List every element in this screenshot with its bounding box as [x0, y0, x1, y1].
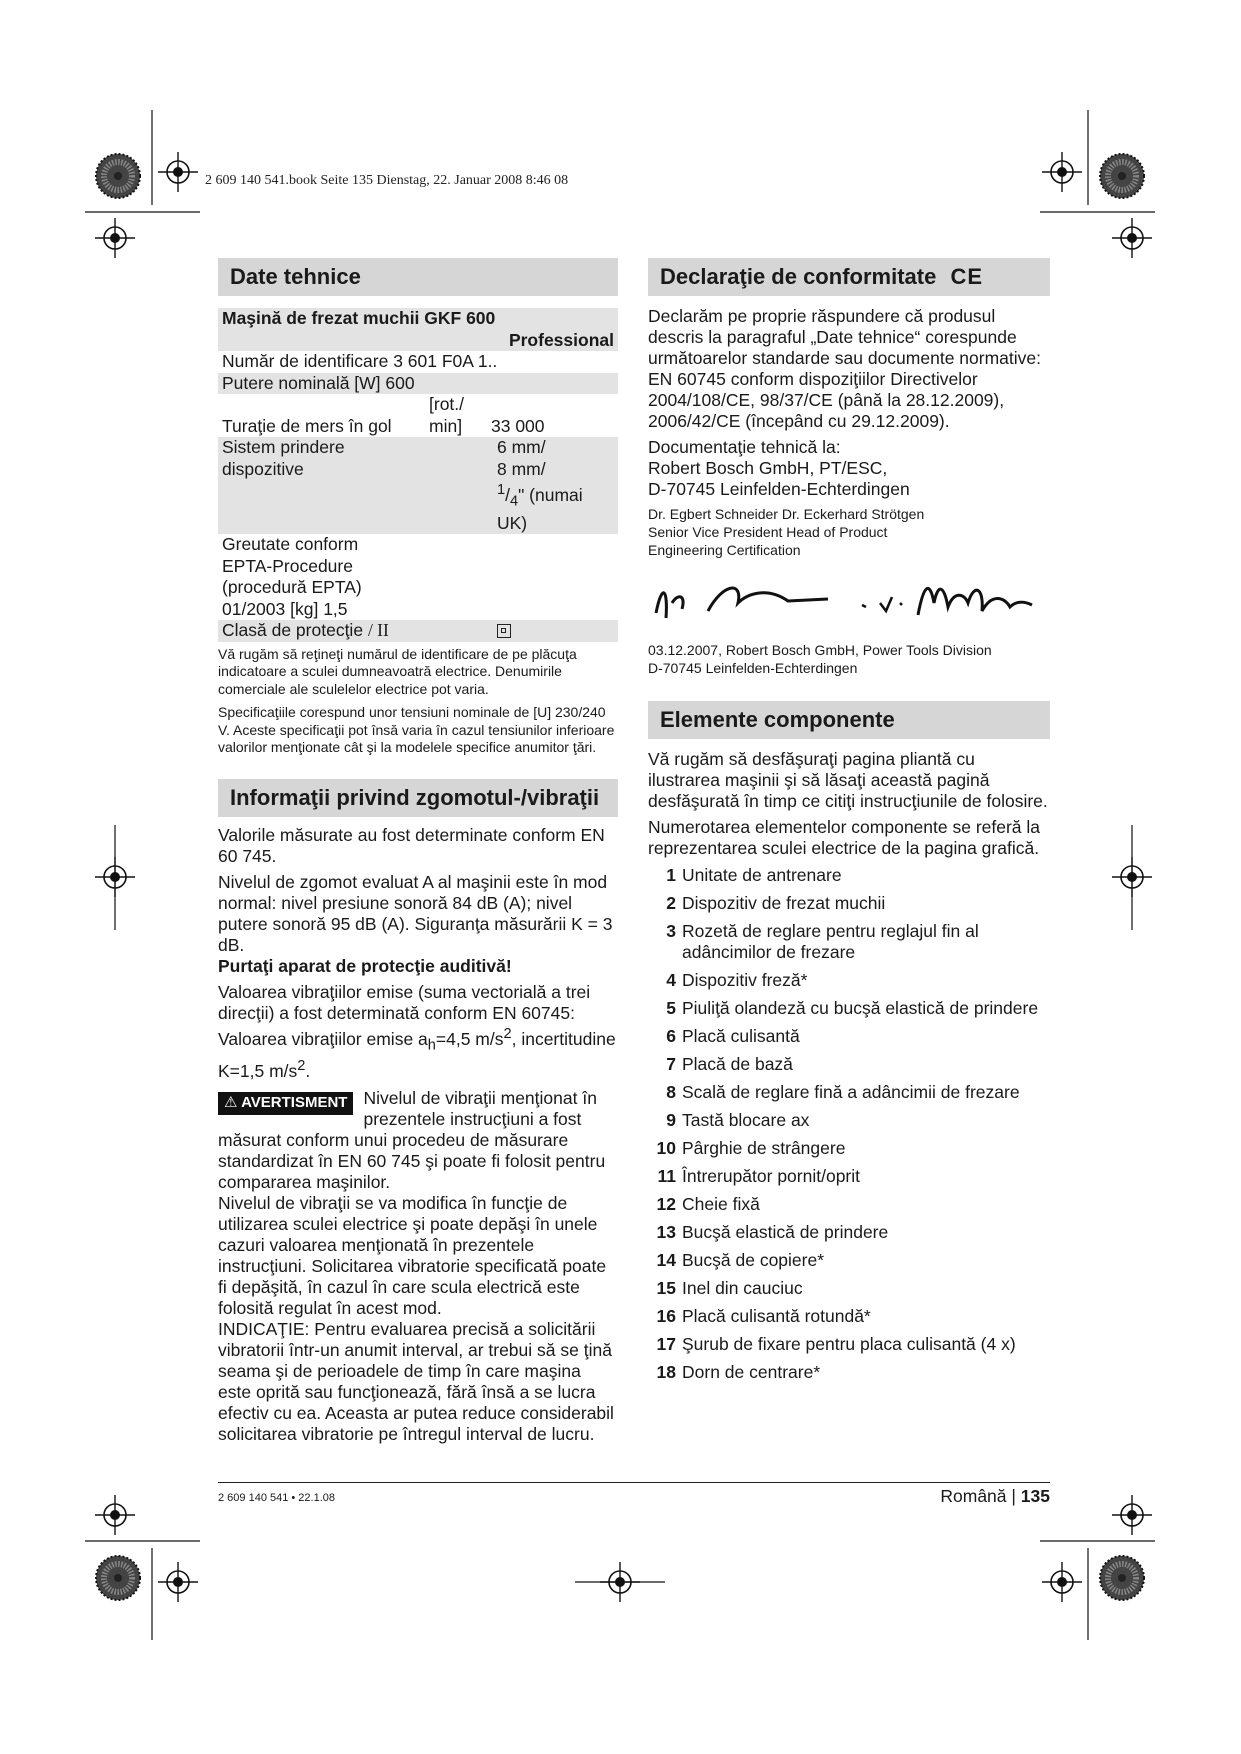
double-insulation-icon [497, 624, 511, 638]
rpm-unit-line2: min] [429, 415, 463, 436]
starburst-top-right [1100, 154, 1144, 198]
signatories [648, 505, 1050, 559]
warning-label: AVERTISMENT [241, 1093, 348, 1111]
list-item-number: 2 [666, 893, 676, 913]
list-item-text: Cheie fixă [682, 1194, 760, 1214]
list-item [648, 970, 1050, 991]
crosshair-upper-right [1112, 218, 1152, 258]
tech-note-1: Vă rugăm să reţineţi numărul de identificare de pe plăcuţa indicatoare a sculei dumneavoatră electrice. Denumirile comerciale ale sculelelor electrice pot varia. [218, 645, 577, 697]
signatory-roles-1: Senior Vice President Head of Product [648, 524, 888, 540]
doc-line-3: D-70745 Leinfelden-Echterdingen [648, 479, 910, 499]
list-item-number: 12 [656, 1194, 676, 1214]
model-professional: Professional [508, 329, 614, 350]
rpm-value: 33 000 [491, 415, 545, 436]
list-item [648, 893, 1050, 914]
list-item-text: Unitate de antrenare [682, 865, 842, 885]
list-item [648, 1082, 1050, 1103]
warning-block [218, 1088, 618, 1193]
crosshair-lower-right [1112, 1495, 1152, 1535]
list-item [648, 1110, 1050, 1131]
fraction-numerator: 1 [497, 482, 506, 498]
list-item-text: Inel din cauciuc [682, 1278, 803, 1298]
list-item-text: Placă culisantă [682, 1026, 800, 1046]
crosshair-top-right [1042, 152, 1082, 192]
section-heading-zgomot: Informaţii privind zgomotul-/vibraţii [218, 779, 618, 817]
warning-text: Nivelul de vibraţii menţionat în prezentele instrucţiuni a fost măsurat conform unui procedeu de măsurare standardizat în EN 60 745 şi poate fi folosit pentru compararea maşinilor. [218, 1087, 606, 1192]
starburst-bottom-left [96, 1556, 140, 1600]
collet-value-1: 6 mm/ [497, 437, 546, 457]
collet-label-2: dispozitive [222, 458, 304, 479]
vibration-sub: h [427, 1037, 436, 1054]
ce-mark-icon: CE [950, 264, 983, 289]
noise-paragraph-2: Nivelul de zgomot evaluat A al maşinii este în mod normal: nivel presiune sonoră 84 dB (A); nivel putere sonoră 95 dB (A). Siguranţa măsurării K = 3 dB. [218, 871, 613, 955]
id-label: Număr de identificare 3 601 F0A 1.. [222, 351, 498, 371]
doc-line-2: Robert Bosch GmbH, PT/ESC, [648, 458, 888, 478]
vibration-paragraph [218, 982, 618, 1082]
signatory-names: Dr. Egbert Schneider Dr. Eckerhard Strötgen [648, 506, 925, 522]
list-item-text: Tastă blocare ax [682, 1110, 810, 1130]
list-item-text: Dorn de centrare* [682, 1362, 821, 1382]
power-label: Putere nominală [W] 600 [222, 372, 415, 393]
list-item [648, 921, 1050, 963]
footer-language: Română | [940, 1486, 1021, 1506]
page-number: 135 [1020, 1486, 1050, 1506]
list-item-number: 8 [666, 1082, 676, 1102]
list-item-number: 18 [656, 1362, 676, 1382]
vibration-sup-1: 2 [503, 1025, 512, 1042]
place-date [648, 641, 1050, 677]
weight-line-2: EPTA-Procedure [222, 555, 353, 576]
handwritten-signatures [648, 563, 1050, 635]
list-item [648, 1194, 1050, 1215]
signatory-roles-2: Engineering Certification [648, 542, 801, 558]
elemente-paragraph-1: Vă rugăm să desfăşuraţi pagina pliantă cu ilustrarea maşinii şi să lăsaţi această pagină desfăşurată în timp ce citiţi instrucţiunile de folosire. [648, 749, 1048, 811]
footer-rule [218, 1482, 1050, 1483]
list-item-number: 14 [656, 1250, 676, 1270]
table-row-weight [218, 534, 618, 620]
weight-line-3: (procedură EPTA) [222, 577, 362, 598]
left-column [218, 258, 618, 1450]
list-item [648, 1334, 1050, 1355]
declaration-paragraph: Declarăm pe proprie răspundere că produsul descris la paragraful „Date tehnice“ corespunde următoarelor standarde sau documente normative: EN 60745 conform dispoziţiilor Directivelor 2004/108/CE, 98/37/CE (până la 28.12.2009), 2006/42/CE (începând cu 29.12.2009). [648, 306, 1041, 431]
vibration-sup-2: 2 [297, 1058, 306, 1075]
right-column [648, 258, 1050, 1390]
list-item-number: 6 [666, 1026, 676, 1046]
list-item [648, 1026, 1050, 1047]
technical-documentation [648, 437, 1050, 500]
list-item-number: 16 [656, 1306, 676, 1326]
place-date-line-1: 03.12.2007, Robert Bosch GmbH, Power Tools Division [648, 642, 992, 658]
weight-line-1: Greutate conform [222, 534, 359, 555]
list-item-text: Scală de reglare fină a adâncimii de frezare [682, 1082, 1020, 1102]
list-item-text: Bucşă elastică de prindere [682, 1222, 889, 1242]
list-item-text: Pârghie de strângere [682, 1138, 846, 1158]
list-item [648, 1166, 1050, 1187]
list-item [648, 1222, 1050, 1243]
list-item-number: 4 [666, 970, 676, 990]
warning-badge [218, 1092, 353, 1115]
place-date-line-2: D-70745 Leinfelden-Echterdingen [648, 660, 858, 676]
list-item [648, 865, 1050, 886]
section-heading-elemente: Elemente componente [648, 701, 1050, 739]
collet-value-3: " (numai [518, 484, 583, 505]
crosshair-lower-left [95, 1495, 135, 1535]
warning-triangle-icon: ⚠ [224, 1093, 238, 1111]
list-item [648, 1250, 1050, 1271]
technical-data-table [218, 308, 618, 642]
list-item-text: Bucşă de copiere* [682, 1250, 825, 1270]
vibration-prefix: Valoarea vibraţiilor emise a [218, 1028, 428, 1049]
list-item-text: Placă culisantă rotundă* [682, 1306, 871, 1326]
table-row-id [218, 351, 618, 373]
starburst-top-left [96, 154, 140, 198]
list-item-number: 17 [656, 1334, 676, 1354]
file-header: 2 609 140 541.book Seite 135 Dienstag, 22. Januar 2008 8:46 08 [205, 173, 569, 188]
collet-label [222, 437, 497, 534]
components-list [648, 865, 1050, 1383]
collet-value-2: 8 mm/ [497, 458, 546, 479]
starburst-bottom-right [1100, 1556, 1144, 1600]
vibration-uncertainty: , incertitudine K=1,5 m/s [218, 1028, 616, 1081]
list-item-number: 13 [656, 1222, 676, 1242]
list-item-text: Piuliţă olandeză cu bucşă elastică de prindere [682, 998, 1039, 1018]
list-item-text: Rozetă de reglare pentru reglajul fin al adâncimilor de frezare [682, 921, 979, 962]
rpm-unit-line1: [rot./ [429, 394, 465, 414]
list-item-text: Şurub de fixare pentru placa culisantă (4 x) [682, 1334, 1016, 1354]
list-item-text: Dispozitiv de frezat muchii [682, 893, 886, 913]
list-item [648, 1138, 1050, 1159]
section-heading-date-tehnice: Date tehnice [218, 258, 618, 296]
list-item-number: 7 [666, 1054, 676, 1074]
table-row-model [218, 308, 618, 351]
table-row-rpm [218, 394, 618, 437]
doc-line-1: Documentaţie tehnică la: [648, 437, 841, 457]
list-item [648, 1054, 1050, 1075]
list-item-text: Placă de bază [682, 1054, 793, 1074]
list-item-number: 5 [666, 998, 676, 1018]
hearing-protection-note: Purtaţi aparat de protecţie auditivă! [218, 955, 512, 976]
class-label-wrap [222, 620, 497, 642]
vibration-end: . [305, 1060, 311, 1081]
model-name: Maşină de frezat muchii GKF 600 [222, 308, 496, 328]
list-item-number: 10 [656, 1138, 676, 1158]
list-item [648, 1362, 1050, 1383]
collet-label-1: Sistem prindere [222, 437, 345, 457]
rpm-label: Turaţie de mers în gol [222, 415, 392, 436]
rpm-unit [429, 394, 491, 437]
declaratie-title: Declaraţie de conformitate [660, 264, 937, 289]
table-row-power [218, 373, 618, 395]
crosshair-top-left [158, 152, 198, 192]
indicatie-note: INDICAŢIE: Pentru evaluarea precisă a solicitării vibratorii într-un anumit interval, ar trebui să se ţină seama şi de perioadele de timp în care maşina este oprită sau funcţionează, fără însă a se lucra efectiv cu ea. Aceasta ar putea reduce considerabil solicitarea vibratorie pe întregul interval de lucru. [218, 1318, 614, 1444]
tech-note-2: Specificaţiile corespund unor tensiuni nominale de [U] 230/240 V. Aceste specificaţii pot însă varia în cazul tensiunilor inferioare valorilor menţionate cât şi la modelele specifice anumitor ţări. [218, 704, 615, 756]
list-item-number: 15 [656, 1278, 676, 1298]
footer-doc-number: 2 609 140 541 • 22.1.08 [218, 1492, 336, 1504]
list-item-text: Dispozitiv freză* [682, 970, 808, 990]
class-value: / II [367, 620, 389, 641]
elemente-paragraph-2: Numerotarea elementelor componente se referă la reprezentarea sculei electrice de la pagina grafică. [648, 817, 1041, 858]
crosshair-bottom-left [158, 1562, 198, 1602]
collet-value-4: UK) [497, 512, 528, 533]
crosshair-upper-left [95, 218, 135, 258]
list-item-text: Întrerupător pornit/oprit [682, 1166, 861, 1186]
crosshair-bottom-right [1042, 1562, 1082, 1602]
fraction-denominator: 4 [509, 493, 519, 510]
vibration-value: =4,5 m/s [435, 1028, 504, 1049]
vibration-note: Nivelul de vibraţii se va modifica în funcţie de utilizarea sculei electrice şi poate depăşi în unele cazuri valoarea menţionată în prezentele instrucţiuni. Solicitarea vibratorie specificată poate fi depăşită, în cazul în care scula electrică este folosită regulat în acest mod. [218, 1192, 607, 1318]
footer-page [940, 1486, 1050, 1507]
list-item-number: 9 [666, 1110, 676, 1130]
vibration-line: Valoarea vibraţiilor emise (suma vectorială a trei direcţii) a fost determinată conform EN 60745: [218, 981, 591, 1023]
noise-paragraph-1: Valorile măsurate au fost determinate conform EN 60 745. [218, 824, 605, 866]
class-label: Clasă de protecţie [222, 620, 364, 641]
weight-line-4: 01/2003 [kg] 1,5 [222, 598, 348, 619]
table-row-collet [218, 437, 618, 534]
signatures [648, 563, 1050, 635]
collet-values: 6 mm/ 8 mm/ $^1/_4$" (numai UK) [497, 437, 583, 533]
list-item [648, 1278, 1050, 1299]
list-item [648, 1306, 1050, 1327]
list-item-number: 3 [666, 921, 676, 941]
list-item-number: 1 [666, 865, 676, 885]
list-item-number: 11 [657, 1166, 676, 1186]
list-item [648, 998, 1050, 1019]
section-heading-declaratie [648, 258, 1050, 296]
table-row-protection-class [218, 620, 618, 642]
